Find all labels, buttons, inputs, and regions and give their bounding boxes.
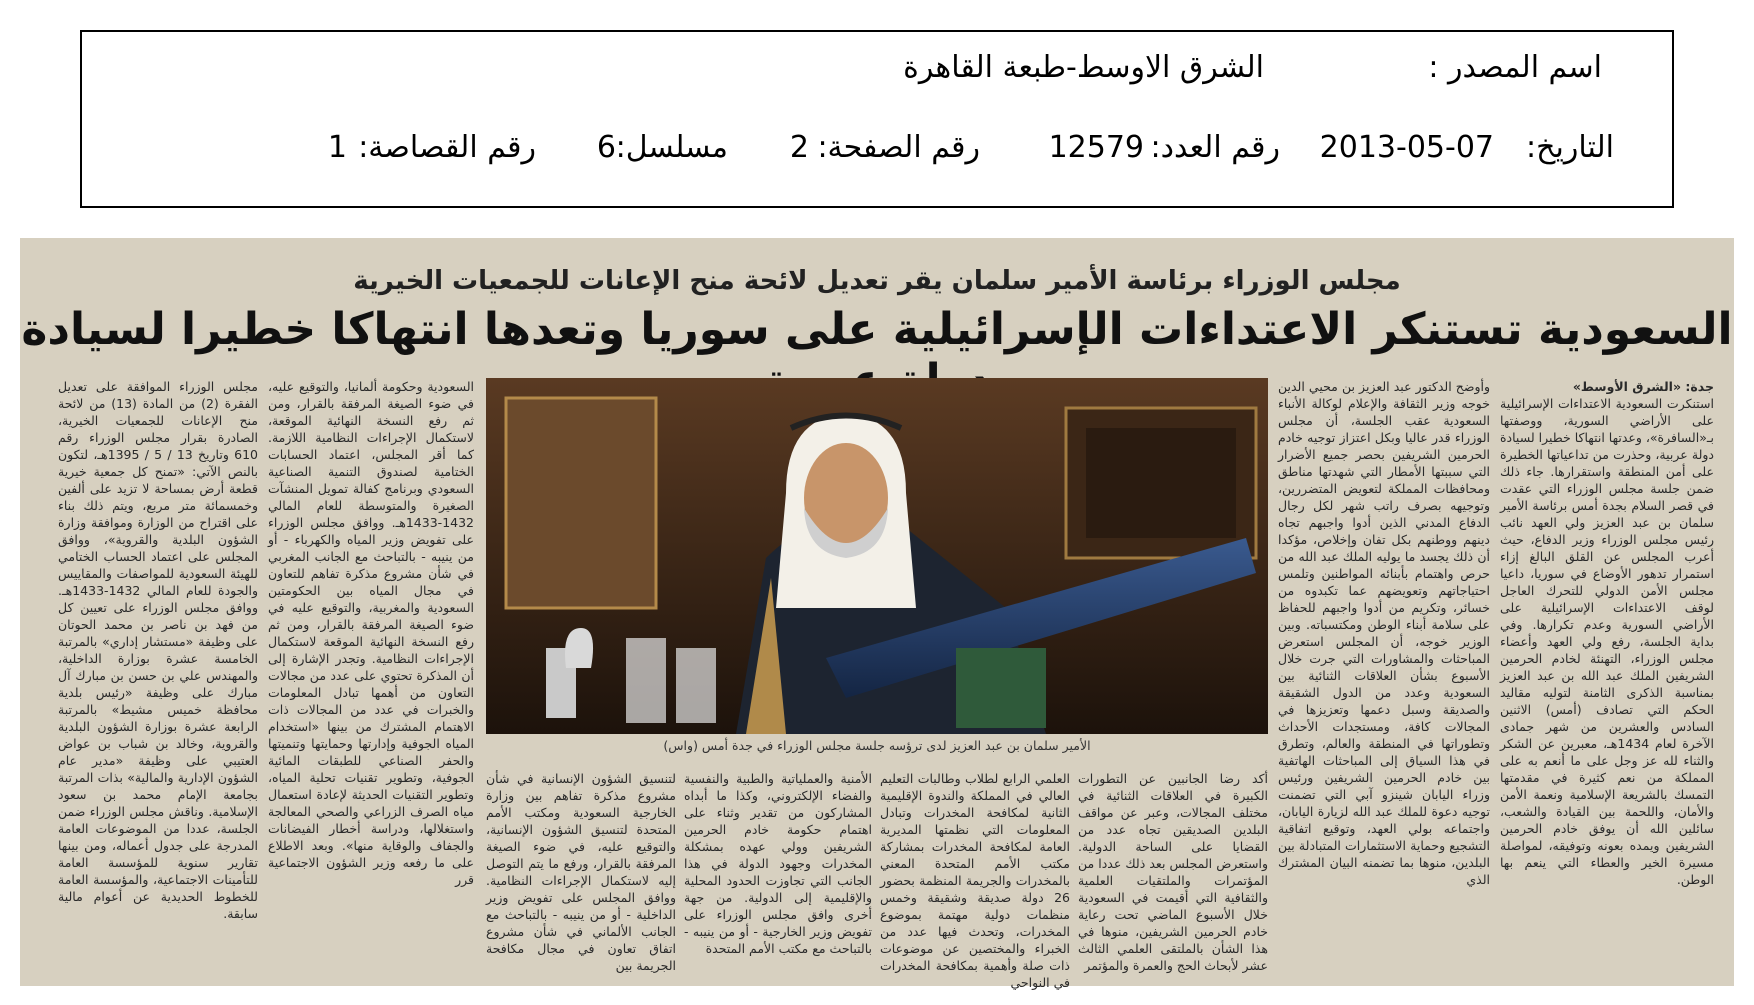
article-headline: السعودية تستنكر الاعتداءات الإسرائيلية على سوريا وتعدها انتهاكا خطيرا لسيادة bbox=[21, 304, 1733, 355]
column-1-text: استنكرت السعودية الاعتداءات الإسرائيلية على الأراضي السورية، ووصفتها بـ«السافرة»، وعدتها انتهاكا خطيرا لسيادة دولة عربية، وحذرت من تداعياتها الخطيرة على أمن المنطقة واستقرارها. جاء ذلك ضمن جلسة مجلس الوزراء التي عقدت في قصر السلام بجدة أمس برئاسة الأمير سلمان بن عبد العزيز ولي العهد نائب رئيس مجلس الوزراء وزير الدفاع، حيث أعرب المجلس عن القلق البالغ إزاء استمرار تدهور الأوضاع في سوريا، داعيا مجلس الأمن الدولي للتحرك العاجل لوقف الاعتداءات الإسرائيلية على الأراضي السورية وعدم تكرارها. وفي بداية الجلسة، رفع ولي العهد وأعضاء مجلس الوزراء، التهنئة لخادم الحرمين الشريفين الملك عبد الله بن عبد العزيز بمناسبة الذكرى الثامنة لتوليه مقاليد الحكم التي تصادف (أمس) الاثنين السادس والعشرين من شهر جمادى الآخرة لعام 1434هـ، معبرين عن الشكر والثناء لله عز وجل على ما أنعم به على المملكة من نعم كثيرة في مقدمتها التمسك بالشريعة الإسلامية ونعمة الأمن والأمان، واللحمة بين القيادة والشعب، سائلين الله أن يوفق خادم الحرمين الشريفين ويمده بعونه وتوفيقه، لمواصلة مسيرة الخير والعطاء التي ينعم بها الوطن. bbox=[1500, 396, 1715, 887]
article-column-4: العلمي الرابع لطلاب وطالبات التعليم العالي في المملكة والندوة الإقليمية الثانية لمكافحة المخدرات وتبادل المعلومات التي نظمتها المديرية العامة لمكافحة المخدرات بمشاركة مكتب الأمم المتحدة المعني بالمخدرات والجريمة المنظمة بحضور 26 دولة صديقة وشقيقة وخمس منظمات دولية مهتمة بموضوع المخدرات، وتحدث فيها عدد من الخبراء والمختصين عن موضوعات ذات صلة وأهمية بمكافحة المخدرات في النواحي bbox=[880, 771, 1070, 990]
source-value: الشرق الاوسط-طبعة القاهرة bbox=[903, 50, 1264, 85]
article-column-7: السعودية وحكومة ألمانيا، والتوقيع عليه، في ضوء الصيغة المرفقة بالقرار، ومن ثم رفع النسخة النهائية الموقعة، لاستكمال الإجراءات النظامية اللازمة. كما أقر المجلس، اعتماد الحسابات الختامية لصندوق التنمية الصناعية السعودي وبرنامج كفالة تمويل المنشآت الصغيرة والمتوسطة للعام المالي 1432-1433هـ. ووافق مجلس الوزراء على تفويض وزير المياه والكهرباء - أو من ينيبه - بالتباحث مع الجانب المغربي في شأن مشروع مذكرة تفاهم للتعاون في مجال المياه بين الحكومتين السعودية والمغربية، والتوقيع عليه في ضوء الصيغة المرفقة بالقرار، ومن ثم رفع النسخة النهائية الموقعة لاستكمال الإجراءات النظامية. وتجدر الإشارة إلى أن المذكرة تحتوي على عدد من مجالات التعاون من أهمها تبادل المعلومات والخبرات في عدد من المجالات ذات الاهتمام المشترك من بينها «استخدام المياه الجوفية وإدارتها وحمايتها وتنميتها والحفر الصناعي للطبقات المائية الجوفية، وتطوير تقنيات تحلية المياه، وتطوير التقنيات الحديثة لإعادة استعمال مياه الصرف الزراعي والصحي المعالجة واستغلالها، ودراسة أخطار الفيضانات والجفاف والوقاية منها». وبعد الاطلاع على ما رفعه وزير الشؤون الاجتماعية قرر bbox=[268, 379, 474, 887]
date-label: التاريخ: bbox=[1526, 130, 1614, 165]
issue-label: رقم العدد: bbox=[1150, 130, 1280, 165]
article-column-1 bbox=[1500, 378, 1714, 968]
prince-photo bbox=[486, 378, 1268, 734]
issue-value: 12579 bbox=[1048, 130, 1144, 165]
article-column-6: لتنسيق الشؤون الإنسانية في شأن مشروع مذكرة تفاهم بين وزارة الخارجية السعودية ومكتب الأمم المتحدة لتنسيق الشؤون الإنسانية، والتوقيع عليه، في ضوء الصيغة المرفقة بالقرار، ورفع ما يتم التوصل إليه لاستكمال الإجراءات النظامية. ووافق المجلس على تفويض وزير الداخلية - أو من ينيبه - بالتباحث مع الجانب الألماني في شأن مشروع اتفاق تعاون في مجال مكافحة الجريمة بين bbox=[486, 771, 676, 973]
portrait-photo-icon bbox=[486, 378, 1268, 734]
metadata-box bbox=[80, 30, 1674, 208]
date-value: 2013-05-07 bbox=[1319, 130, 1494, 165]
article-column-2: وأوضح الدكتور عبد العزيز بن محيي الدين خوجه وزير الثقافة والإعلام لوكالة الأنباء السعودية عقب الجلسة، أن مجلس الوزراء قدر عاليا وبكل اعتزاز توجيه خادم الحرمين الشريفين بحصر جميع الأضرار التي سببتها الأمطار التي شهدتها مناطق ومحافظات المملكة لتعويض المتضررين، وتوجيهه بصرف راتب شهر لكل رجال الدفاع المدني الذين أدوا واجبهم تجاه دينهم ووطنهم بكل تفان وإخلاص، مؤكدا أن ذلك يجسد ما يوليه الملك عبد الله من حرص واهتمام بأبنائه المواطنين وتلمس احتياجاتهم وتعويضهم عما تكبدوه من خسائر، وتكريم من أدوا واجبهم للحفاظ على سلامة أبناء الوطن ومكتسباته. وبين الوزير خوجه، أن المجلس استعرض المباحثات والمشاورات التي جرت خلال الأسبوع بشأن العلاقات الثنائية بين السعودية وعدد من الدول الشقيقة والصديقة وسبل دعمها وتعزيزها في المجالات كافة، ومستجدات الأحداث وتطوراتها في المنطقة والعالم، وتطرق في هذا السياق إلى المباحثات الهاتفية بين خادم الحرمين الشريفين ورئيس وزراء اليابان شينزو آبي التي تضمنت توجيه دعوة للملك عبد الله لزيارة اليابان، واجتماعه بولي العهد، وتوقيع اتفاقية التشجيع وحماية الاستثمارات المتبادلة بين البلدين، منوها بما تضمنه البيان المشترك الذي bbox=[1278, 379, 1490, 887]
article-column-3: أكد رضا الجانبين عن التطورات الكبيرة في العلاقات الثنائية في مختلف المجالات، وعبر عن مواقف البلدين الصديقين تجاه عدد من القضايا على الساحة الدولية. واستعرض المجلس بعد ذلك عددا من المؤتمرات والملتقيات العلمية والثقافية التي أقيمت في السعودية خلال الأسبوع الماضي تحت رعاية خادم الحرمين الشريفين، منوها في هذا الشأن بالملتقى العلمي الثالث عشر لأبحاث الحج والعمرة والمؤتمر bbox=[1078, 771, 1268, 973]
serial-label: مسلسل: bbox=[615, 130, 728, 165]
article-kicker: مجلس الوزراء برئاسة الأمير سلمان يقر تعديل لائحة منح الإعانات للجمعيات الخيرية bbox=[353, 266, 1401, 296]
clip-label: رقم القصاصة: bbox=[358, 130, 536, 165]
dateline: جدة: «الشرق الأوسط» bbox=[1572, 379, 1714, 394]
serial-value: 6 bbox=[596, 130, 616, 165]
source-label: اسم المصدر : bbox=[1428, 50, 1602, 85]
photo-caption: الأمير سلمان بن عبد العزيز لدى ترؤسه جلسة مجلس الوزراء في جدة أمس (واس) bbox=[663, 738, 1091, 753]
clip-value: 1 bbox=[327, 130, 347, 165]
page-value: 2 bbox=[789, 130, 809, 165]
article-column-8: مجلس الوزراء الموافقة على تعديل الفقرة (2) من المادة (13) من لائحة منح الإعانات للجمعيات الخيرية، الصادرة بقرار مجلس الوزراء رقم 610 وتاريخ 13 / 5 / 1395هـ، لتكون بالنص الآتي: «تمنح كل جمعية خيرية قطعة أرض بمساحة لا تزيد على ألفين وخمسمائة متر مربع، ويتم ذلك بناء على اقتراح من الوزارة وموافقة وزارة الشؤون البلدية والقروية»، ووافق المجلس على اعتماد الحساب الختامي للهيئة السعودية للمواصفات والمقاييس والجودة للعام المالي 1432-1433هـ. ووافق مجلس الوزراء على تعيين كل من فهد بن ناصر بن محمد الحوتان على وظيفة «مستشار إداري» بالمرتبة الخامسة عشرة بوزارة الداخلية، والمهندس علي بن حسن بن مبارك آل مبارك على وظيفة «رئيس بلدية محافظة خميس مشيط» بالمرتبة الرابعة عشرة بوزارة الشؤون البلدية والقروية، وخالد بن شباب بن عواض العتيبي على وظيفة «مدير عام الشؤون الإدارية والمالية» بذات المرتبة بجامعة الإمام محمد بن سعود الإسلامية. وناقش مجلس الوزراء ضمن الجلسة، عددا من الموضوعات العامة المدرجة على جدول أعماله، ومن بينها تقارير سنوية للمؤسسة العامة للتأمينات الاجتماعية، والمؤسسة العامة للخطوط الحديدية عن أعوام مالية سابقة. bbox=[58, 379, 258, 921]
newspaper-clipping bbox=[20, 238, 1734, 990]
page-label: رقم الصفحة: bbox=[817, 130, 980, 165]
article-column-5: الأمنية والعملياتية والطبية والنفسية والفضاء الإلكتروني، وكذا ما أبداه المشاركون من تقدير وثناء على اهتمام حكومة خادم الحرمين الشريفين وولي عهده بمشكلة المخدرات وجهود الدولة في هذا الجانب التي تجاوزت الحدود المحلية والإقليمية إلى الدولية. من جهة أخرى وافق مجلس الوزراء على تفويض وزير الخارجية - أو من ينيبه - بالتباحث مع مكتب الأمم المتحدة bbox=[684, 771, 872, 956]
